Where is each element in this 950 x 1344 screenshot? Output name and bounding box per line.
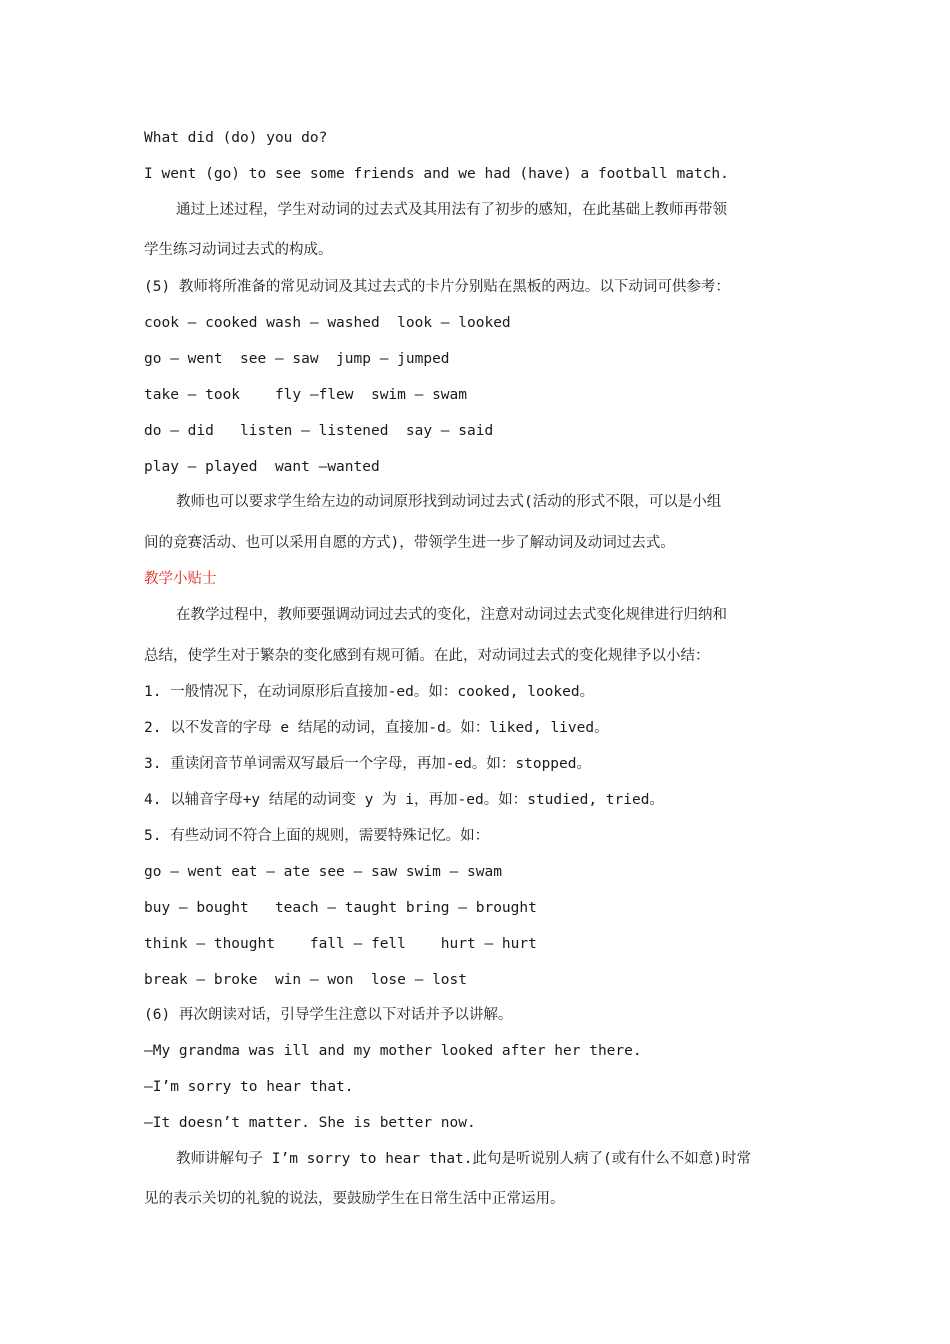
paragraph-line: 通过上述过程，学生对动词的过去式及其用法有了初步的感知，在此基础上教师再带领	[176, 202, 727, 218]
verb-pair-line: go — went see — saw jump — jumped	[144, 351, 450, 367]
verb-pair-line: take — took fly —flew swim — swam	[144, 387, 468, 403]
irregular-verb-line: think — thought fall — fell hurt — hurt	[144, 936, 537, 952]
dialogue-answer: I went (go) to see some friends and we had (have) a football match.	[144, 166, 729, 182]
dialogue-line: —I’m sorry to hear that.	[144, 1079, 354, 1095]
paragraph-line: 间的竞赛活动、也可以采用自愿的方式)，带领学生进一步了解动词及动词过去式。	[144, 535, 675, 551]
dialogue-line: —It doesn’t matter. She is better now.	[144, 1115, 476, 1131]
dialogue-line: —My grandma was ill and my mother looked after her there.	[144, 1043, 642, 1059]
rule-item: 2. 以不发音的字母 e 结尾的动词，直接加-d。如：liked, lived。	[144, 720, 609, 736]
paragraph-line: 在教学过程中，教师要强调动词过去式的变化，注意对动词过去式变化规律进行归纳和	[176, 607, 727, 623]
paragraph-line: 见的表示关切的礼貌的说法，要鼓励学生在日常生活中正常运用。	[144, 1191, 565, 1207]
step-5-line: (5) 教师将所准备的常见动词及其过去式的卡片分别贴在黑板的两边。以下动词可供参考：	[144, 279, 730, 295]
paragraph-line: 教师也可以要求学生给左边的动词原形找到动词过去式(活动的形式不限，可以是小组	[176, 494, 722, 510]
step-6-line: (6) 再次朗读对话，引导学生注意以下对话并予以讲解。	[144, 1007, 513, 1023]
verb-pair-line: cook — cooked wash — washed look — looked	[144, 315, 511, 331]
verb-pair-line: do — did listen — listened say — said	[144, 423, 494, 439]
irregular-verb-line: buy — bought teach — taught bring — brought	[144, 900, 537, 916]
irregular-verb-line: break — broke win — won lose — lost	[144, 972, 468, 988]
teaching-tips-heading: 教学小贴士	[144, 571, 217, 587]
rule-item: 1. 一般情况下，在动词原形后直接加-ed。如：cooked, looked。	[144, 684, 595, 700]
paragraph-line: 学生练习动词过去式的构成。	[144, 242, 333, 258]
rule-item: 3. 重读闭音节单词需双写最后一个字母，再加-ed。如：stopped。	[144, 756, 591, 772]
rule-item: 4. 以辅音字母+y 结尾的动词变 y 为 i，再加-ed。如：studied, tried。	[144, 792, 664, 808]
rule-item: 5. 有些动词不符合上面的规则，需要特殊记忆。如：	[144, 828, 490, 844]
paragraph-line: 总结，使学生对于繁杂的变化感到有规可循。在此，对动词过去式的变化规律予以小结：	[144, 648, 710, 664]
verb-pair-line: play — played want —wanted	[144, 459, 380, 475]
irregular-verb-line: go — went eat — ate see — saw swim — swam	[144, 864, 502, 880]
paragraph-line: 教师讲解句子 I’m sorry to hear that.此句是听说别人病了(或有什么不如意)时常	[176, 1151, 751, 1167]
dialogue-question: What did (do) you do?	[144, 130, 328, 146]
